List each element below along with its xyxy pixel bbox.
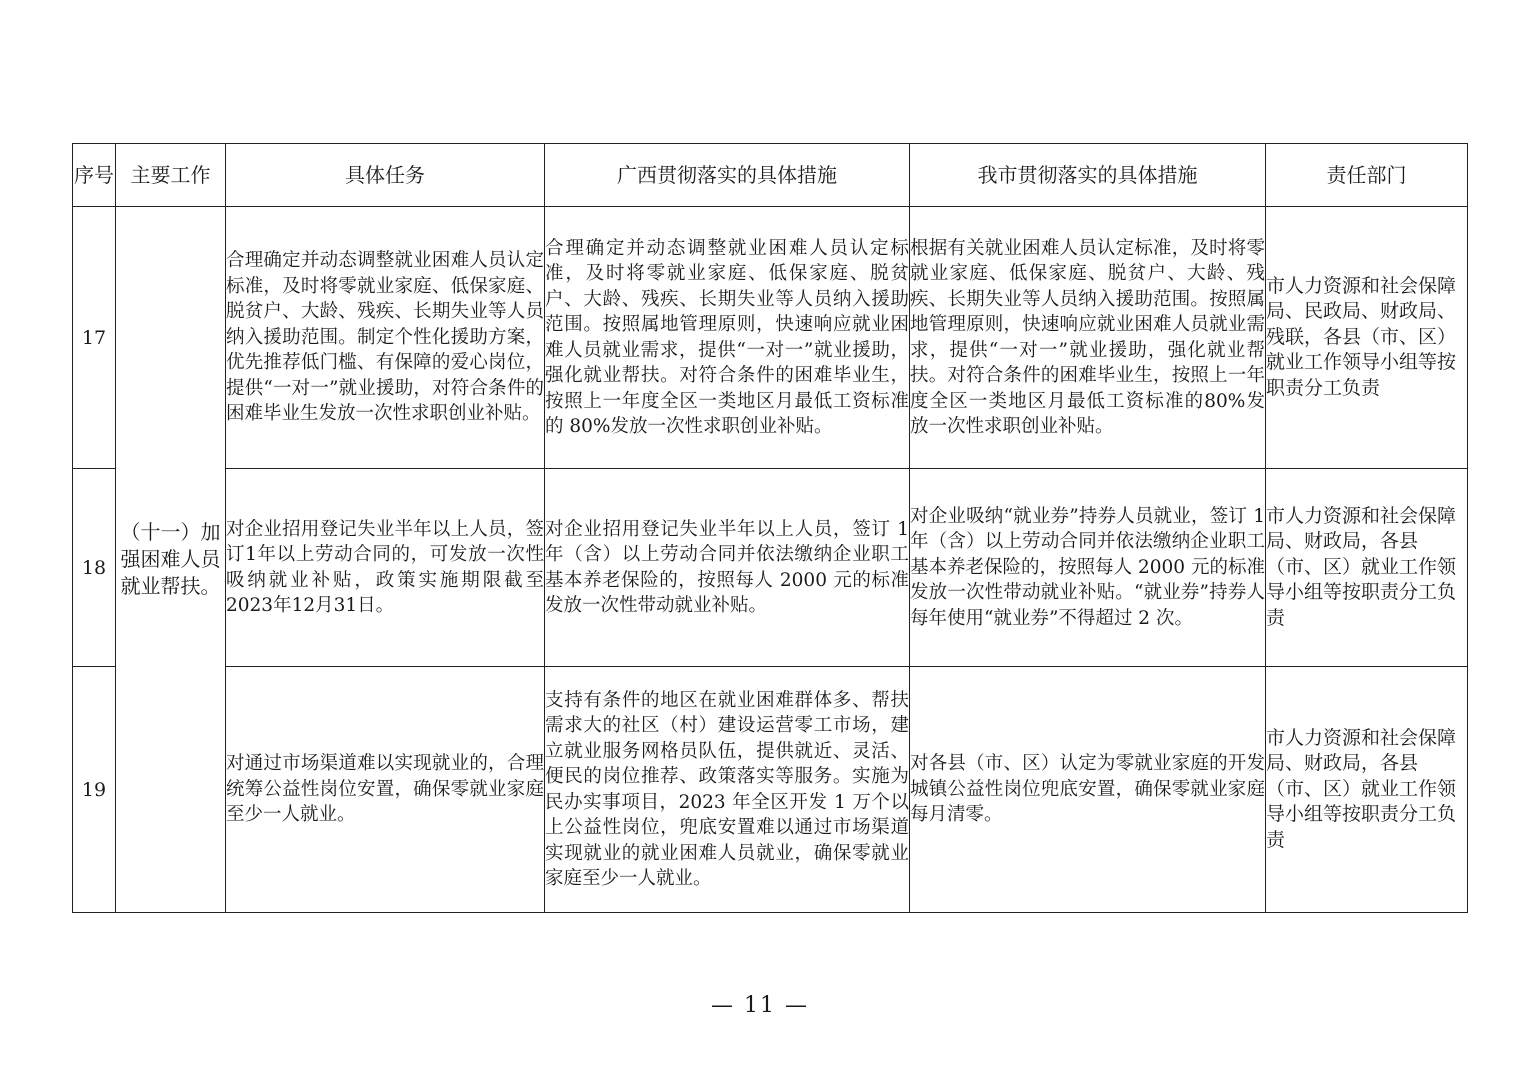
table-row <box>73 667 1468 913</box>
main-work-cell: （十一）加强困难人员就业帮扶。 <box>116 207 226 913</box>
page-number: — 11 — <box>711 993 809 1018</box>
row-seq: 19 <box>73 667 116 913</box>
department-cell: 市人力资源和社会保障局、民政局、财政局、残联，各县（市、区）就业工作领导小组等按职责分工负责 <box>1266 207 1468 469</box>
table-header-row <box>73 144 1468 207</box>
guangxi-cell: 支持有条件的地区在就业困难群体多、帮扶需求大的社区（村）建设运营零工市场，建立就业服务网格员队伍，提供就近、灵活、便民的岗位推荐、政策落实等服务。实施为民办实事项目，2023 年全区开发 1 万个以上公益性岗位，兜底安置难以通过市场渠道实现就业的就业困难人员就业，确保零就业家庭至少一人就业。 <box>545 667 910 913</box>
header-seq: 序号 <box>73 144 116 207</box>
row-seq: 17 <box>73 207 116 469</box>
task-cell: 合理确定并动态调整就业困难人员认定标准，及时将零就业家庭、低保家庭、脱贫户、大龄、残疾、长期失业等人员纳入援助范围。制定个性化援助方案，优先推荐低门槛、有保障的爱心岗位，提供“一对一”就业援助，对符合条件的困难毕业生发放一次性求职创业补贴。 <box>226 207 545 469</box>
task-cell: 对通过市场渠道难以实现就业的，合理统筹公益性岗位安置，确保零就业家庭至少一人就业。 <box>226 667 545 913</box>
header-department: 责任部门 <box>1266 144 1468 207</box>
city-cell: 对各县（市、区）认定为零就业家庭的开发城镇公益性岗位兜底安置，确保零就业家庭每月清零。 <box>910 667 1266 913</box>
table-row <box>73 207 1468 469</box>
city-cell: 根据有关就业困难人员认定标准，及时将零就业家庭、低保家庭、脱贫户、大龄、残疾、长期失业等人员纳入援助范围。按照属地管理原则，快速响应就业困难人员就业需求，提供“一对一”就业援助，强化就业帮扶。对符合条件的困难毕业生，按照上一年度全区一类地区月最低工资标准的80%发放一次性求职创业补贴。 <box>910 207 1266 469</box>
task-cell: 对企业招用登记失业半年以上人员，签订1年以上劳动合同的，可发放一次性吸纳就业补贴，政策实施期限截至2023年12月31日。 <box>226 469 545 667</box>
guangxi-cell: 合理确定并动态调整就业困难人员认定标准，及时将零就业家庭、低保家庭、脱贫户、大龄、残疾、长期失业等人员纳入援助范围。按照属地管理原则，快速响应就业困难人员就业需求，提供“一对一”就业援助，强化就业帮扶。对符合条件的困难毕业生，按照上一年度全区一类地区月最低工资标准的 80%发放一次性求职创业补贴。 <box>545 207 910 469</box>
row-seq: 18 <box>73 469 116 667</box>
department-cell: 市人力资源和社会保障局、财政局，各县（市、区）就业工作领导小组等按职责分工负责 <box>1266 469 1468 667</box>
header-city-measures: 我市贯彻落实的具体措施 <box>910 144 1266 207</box>
header-main-work: 主要工作 <box>116 144 226 207</box>
department-cell: 市人力资源和社会保障局、财政局，各县（市、区）就业工作领导小组等按职责分工负责 <box>1266 667 1468 913</box>
header-task: 具体任务 <box>226 144 545 207</box>
measures-table <box>72 143 1468 913</box>
header-guangxi-measures: 广西贯彻落实的具体措施 <box>545 144 910 207</box>
table-row <box>73 469 1468 667</box>
city-cell: 对企业吸纳“就业券”持券人员就业，签订 1 年（含）以上劳动合同并依法缴纳企业职工基本养老保险的，按照每人 2000 元的标准发放一次性带动就业补贴。“就业券”持券人每年使用“就业券”不得超过 2 次。 <box>910 469 1266 667</box>
guangxi-cell: 对企业招用登记失业半年以上人员，签订 1 年（含）以上劳动合同并依法缴纳企业职工基本养老保险的，按照每人 2000 元的标准发放一次性带动就业补贴。 <box>545 469 910 667</box>
